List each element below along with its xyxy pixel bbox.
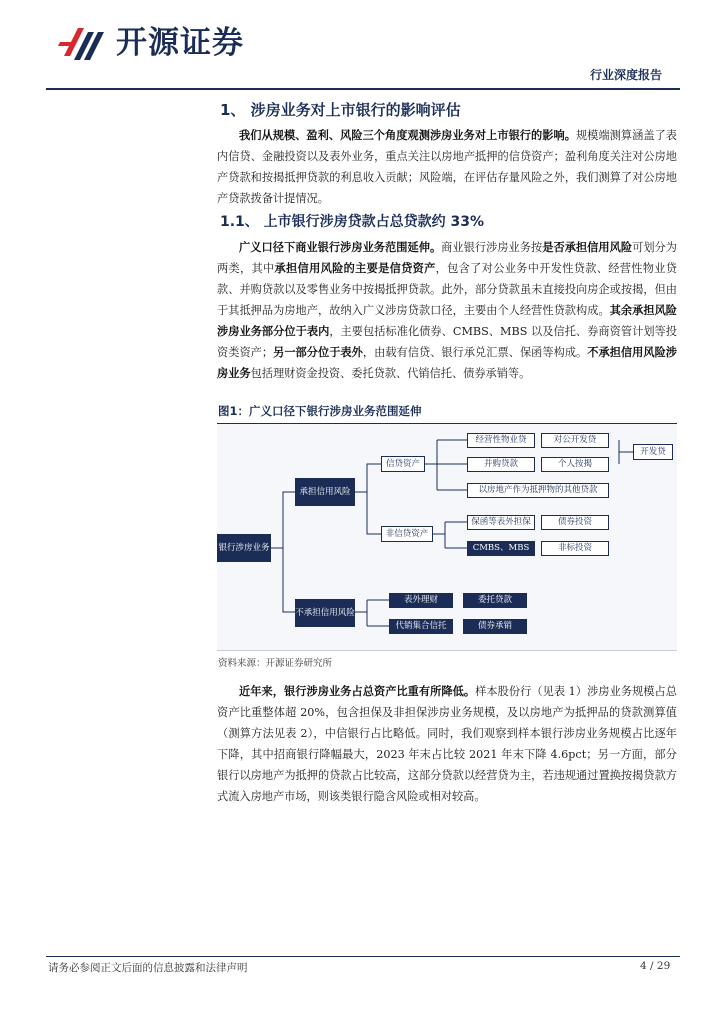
para-text-8: ，主要包括标准化债券、CMBS、MBS 以及信托、券商资管计划等投资类资产； (217, 325, 677, 359)
trend-paragraph (217, 681, 677, 807)
subsection-title: 1.1、 上市银行涉房贷款占总贷款约 33% (220, 214, 485, 230)
trend-bold: 近年来，银行涉房业务占总资产比重有所降低。 (239, 684, 476, 698)
node-non-credit-assets: 非信贷资产 (381, 526, 433, 542)
para-text-12: 包括理财资金投资、委托贷款、代销信托、债券承销等。 (250, 367, 531, 380)
node-dev-loan: 开发贷 (633, 444, 673, 460)
node-mortgage-other: 以房地产作为抵押物的其他贷款 (467, 483, 609, 498)
node-cmbs: CMBS、MBS (467, 541, 535, 556)
intro-bold: 我们从规模、盈利、风险三个角度观测涉房业务对上市银行的影响。 (239, 128, 576, 142)
logo-icon (58, 22, 108, 64)
footer-disclaimer: 请务必参阅正文后面的信息披露和法律声明 (48, 962, 248, 974)
node-bond-invest: 债券投资 (541, 515, 609, 530)
report-type: 行业深度报告 (590, 68, 663, 82)
para-bold-5: 承担信用风险的主要是信贷资产 (274, 261, 436, 275)
para-text-2: 商业银行涉房业务按 (441, 241, 543, 254)
section-title: 1、 涉房业务对上市银行的影响评估 (220, 101, 461, 119)
footer-divider (46, 956, 680, 957)
node-off-wealth: 表外理财 (389, 593, 453, 608)
node-merger-loan: 并购贷款 (467, 457, 535, 472)
node-non-std: 非标投资 (541, 541, 609, 556)
para-bold-9: 另一部分位于表外 (273, 345, 363, 359)
node-personal-mortgage: 个人按揭 (541, 457, 609, 472)
para-bold-11: 不承担信用风险涉房业务 (217, 345, 677, 380)
page-number: 4 / 29 (640, 960, 671, 972)
para-bold-3: 是否承担信用风险 (542, 240, 633, 254)
figure-source: 资料来源：开源证券研究所 (218, 658, 333, 669)
logo-text: 开源证券 (116, 25, 244, 61)
subsection-paragraph (217, 237, 677, 384)
node-entrusted: 委托贷款 (463, 593, 527, 608)
node-op-property: 经营性物业贷 (467, 433, 535, 448)
node-guarantee: 保函等表外担保 (467, 515, 535, 530)
node-credit-risk: 承担信用风险 (295, 478, 355, 506)
figure-diagram (217, 424, 677, 651)
para-bold-7: 其余承担风险涉房业务部分位于表内 (217, 303, 677, 338)
para-text-6: ，包含了对公业务中开发性贷款、经营性物业贷款、并购贷款以及零售业务中按揭抵押贷款。此外，部分贷款虽未直接投向房企或按揭，但由于其抵押品为房地产，故纳入广义涉房贷款口径，主要由个人经营性贷款构成。 (217, 262, 677, 317)
node-bond-underwrite: 债券承销 (463, 619, 527, 634)
para-text-10: ，由载有信贷、银行承兑汇票、保函等构成。 (362, 346, 588, 359)
header-divider (46, 88, 680, 90)
para-bold-1: 广义口径下商业银行涉房业务范围延伸。 (239, 240, 442, 254)
node-agency-trust: 代销集合信托 (389, 619, 453, 634)
intro-rest: 规模端测算涵盖了表内信贷、金融投资以及表外业务，重点关注以房地产抵押的信贷资产；盈利角度关注对公房地产贷款和按揭抵押贷款的利息收入贡献；风险端，在评估存量风险之外，我们测算了对公房地产贷款拨备计提情况。 (217, 129, 677, 205)
node-root: 银行涉房业务 (217, 534, 271, 562)
section-intro-paragraph (217, 125, 677, 209)
node-no-credit-risk: 不承担信用风险 (295, 599, 355, 627)
trend-rest: 样本股份行（见表 1）涉房业务规模占总资产比重整体超 20%，包含担保及非担保涉房业务规模，及以房地产为抵押品的贷款测算值（测算方法见表 2），中信银行占比略低。同时，我们观察到样本银行涉房业务规模占比逐年下降，其中招商银行降幅最大，2023 年末占比较 2021 年末下降 4.6pct；另一方面，部分银行以房地产为抵押的贷款占比较高，这部分贷款以经营贷为主，若违规通过置换按揭贷款方式流入房地产市场，则该类银行隐含风险或相对较高。 (217, 685, 677, 803)
node-credit-assets: 信贷资产 (381, 456, 425, 472)
node-corp-dev: 对公开发贷 (541, 433, 609, 448)
figure-title: 图1：广义口径下银行涉房业务范围延伸 (218, 404, 422, 418)
para-text-4: 可划分为两类，其中 (217, 241, 677, 275)
